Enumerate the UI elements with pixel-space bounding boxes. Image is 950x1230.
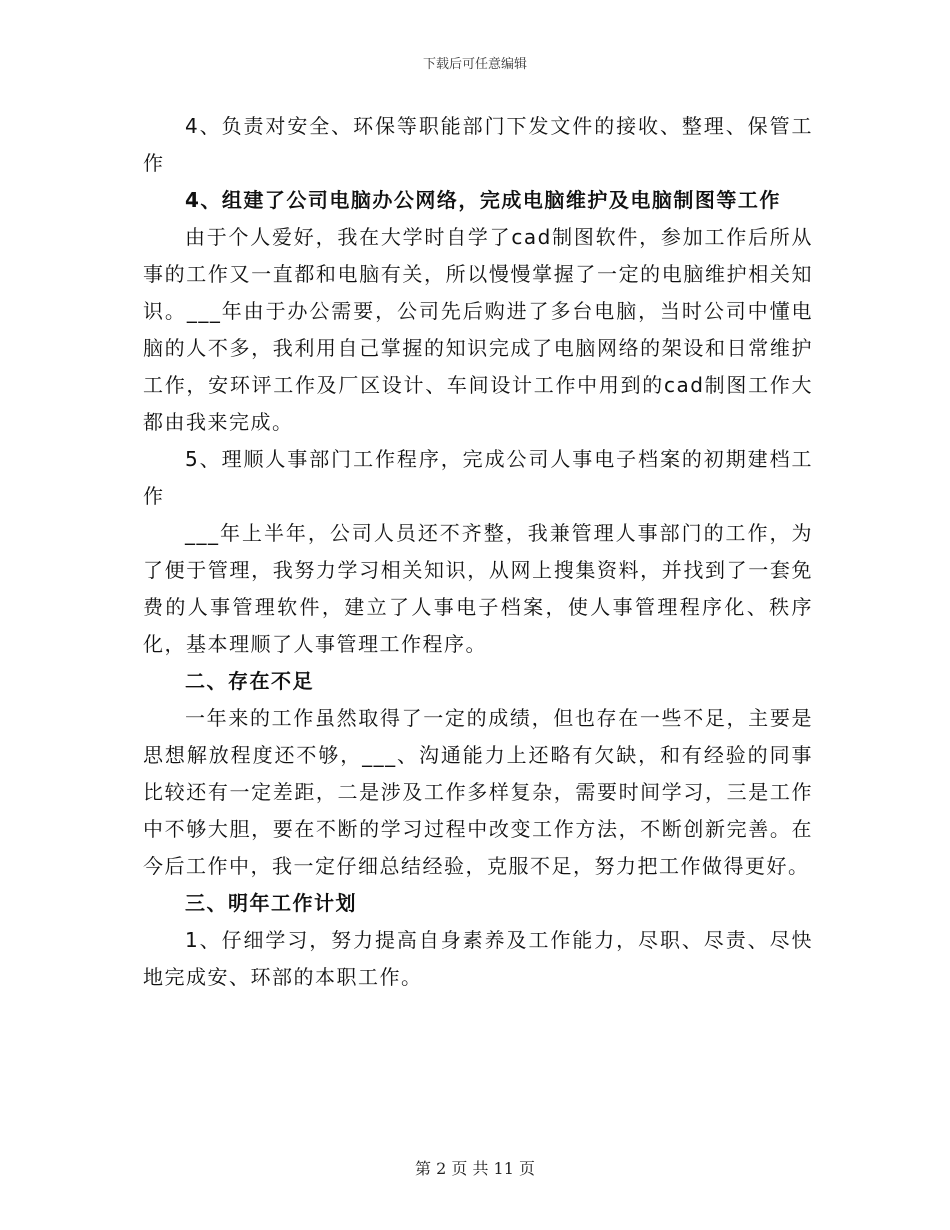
heading-shortcomings: 二、存在不足 <box>185 669 314 693</box>
paragraph-plan-item-1: 1、仔细学习，努力提高自身素养及工作能力，尽职、尽责、尽快地完成安、环部的本职工作。 <box>143 928 813 989</box>
paragraph-computer-maintenance: 由于个人爱好，我在大学时自学了cad制图软件，参加工作后所从事的工作又一直都和电脑有关，所以慢慢掌握了一定的电脑维护相关知识。___年由于办公需要，公司先后购进了多台电脑，当时公司中懂电脑的人不多，我利用自己掌握的知识完成了电脑网络的架设和日常维护工作，安环评工作及厂区设计、车间设计工作中用到的cad制图工作大都由我来完成。 <box>143 225 813 434</box>
paragraph-shortcomings: 一年来的工作虽然取得了一定的成绩，但也存在一些不足，主要是思想解放程度还不够，___、沟通能力上还略有欠缺，和有经验的同事比较还有一定差距，二是涉及工作多样复杂，需要时间学习，三是工作中不够大胆，要在不断的学习过程中改变工作方法，不断创新完善。在今后工作中，我一定仔细总结经验，克服不足，努力把工作做得更好。 <box>143 706 813 878</box>
page-number: 第 2 页 共 11 页 <box>415 1159 535 1178</box>
document-body <box>143 108 813 996</box>
paragraph-hr-procedure: 5、理顺人事部门工作程序，完成公司人事电子档案的初期建档工作 <box>143 447 813 508</box>
page-header: 下载后可任意编辑 <box>422 57 527 72</box>
heading-computer-network: 4、组建了公司电脑办公网络，完成电脑维护及电脑制图等工作 <box>185 188 781 212</box>
paragraph-hr-archive: ___年上半年，公司人员还不齐整，我兼管理人事部门的工作，为了便于管理，我努力学习相关知识，从网上搜集资料，并找到了一套免费的人事管理软件，建立了人事电子档案，使人事管理程序化、秩序化，基本理顺了人事管理工作程序。 <box>143 521 813 656</box>
paragraph-file-management: 4、负责对安全、环保等职能部门下发文件的接收、整理、保管工作 <box>143 114 813 175</box>
heading-next-year-plan: 三、明年工作计划 <box>185 891 357 915</box>
